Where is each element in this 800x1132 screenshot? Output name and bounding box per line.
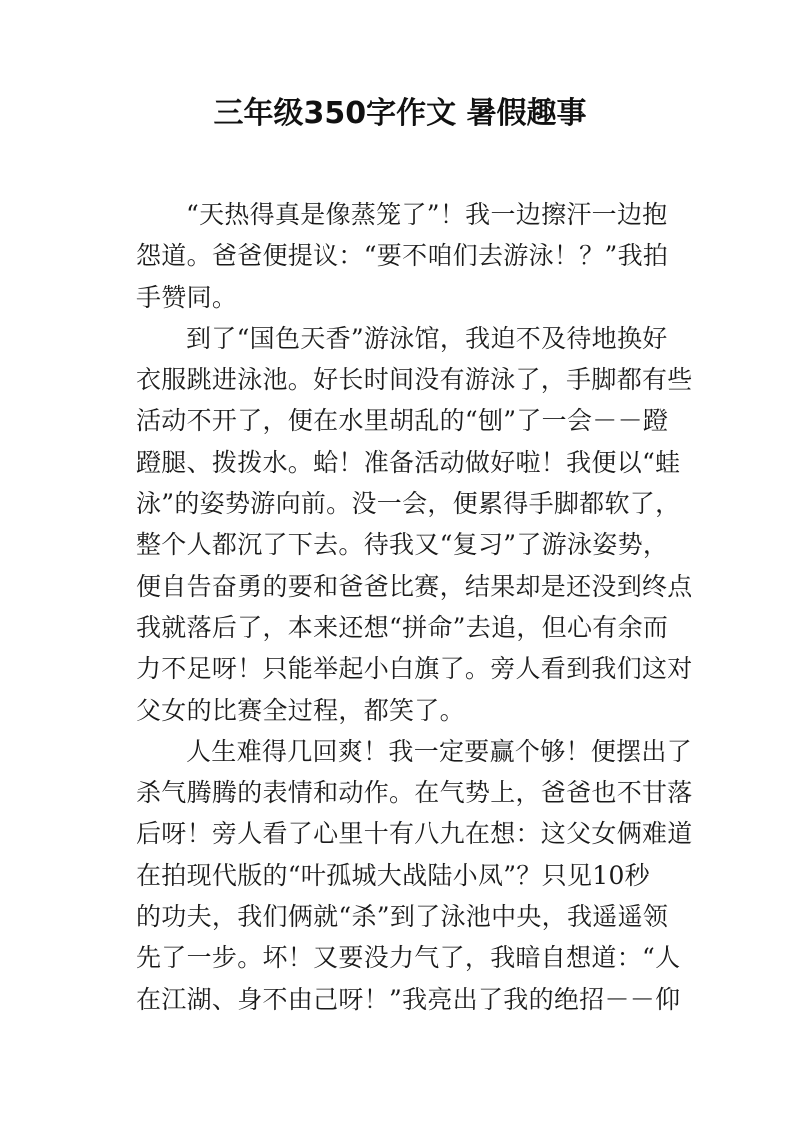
paragraph-3-line-7: 在江湖、身不由己呀！”我亮出了我的绝招－－仰 — [136, 984, 681, 1014]
paragraph-2-line-7: 便自告奋勇的要和爸爸比赛，结果却是还没到终点 — [136, 571, 693, 601]
paragraph-3-line-5: 的功夫，我们俩就“杀”到了泳池中央，我遥遥领 — [136, 902, 669, 932]
paragraph-2-line-1: 到了“国色天香”游泳馆，我迫不及待地换好 — [186, 323, 668, 353]
paragraph-1-line-2: 怨道。爸爸便提议：“要不咱们去游泳！？”我拍 — [136, 241, 669, 271]
paragraph-3-line-6: 先了一步。坏！又要没力气了，我暗自想道：“人 — [136, 943, 681, 973]
paragraph-2-line-4: 蹬腿、拨拨水。蛤！准备活动做好啦！我便以“蛙 — [136, 447, 681, 477]
paragraph-3-line-2: 杀气腾腾的表情和动作。在气势上，爸爸也不甘落 — [136, 778, 693, 808]
paragraph-2-line-2: 衣服跳进泳池。好长时间没有游泳了，手脚都有些 — [136, 365, 693, 395]
document-title: 三年级350字作文 暑假趣事 — [213, 96, 587, 131]
paragraph-3-line-1: 人生难得几回爽！我一定要赢个够！便摆出了 — [186, 736, 693, 766]
paragraph-3-line-3: 后呀！旁人看了心里十有八九在想：这父女俩难道 — [136, 819, 693, 849]
paragraph-2-line-3: 活动不开了，便在水里胡乱的“刨”了一会－－蹬 — [136, 406, 669, 436]
paragraph-2-line-10: 父女的比赛全过程，都笑了。 — [136, 695, 465, 725]
paragraph-3-line-4: 在拍现代版的“叶孤城大战陆小凤”？只见10秒 — [136, 860, 650, 890]
paragraph-1-line-3: 手赞同。 — [136, 282, 238, 312]
paragraph-2-line-6: 整个人都沉了下去。待我又“复习”了游泳姿势， — [136, 530, 669, 560]
paragraph-2-line-8: 我就落后了，本来还想“拼命”去追，但心有余而 — [136, 612, 669, 642]
paragraph-2-line-5: 泳”的姿势游向前。没一会，便累得手脚都软了， — [136, 489, 681, 519]
document-body — [136, 194, 693, 1020]
paragraph-1-line-1: “天热得真是像蒸笼了”！我一边擦汗一边抱 — [186, 200, 668, 229]
paragraph-2-line-9: 力不足呀！只能举起小白旗了。旁人看到我们这对 — [136, 654, 693, 684]
